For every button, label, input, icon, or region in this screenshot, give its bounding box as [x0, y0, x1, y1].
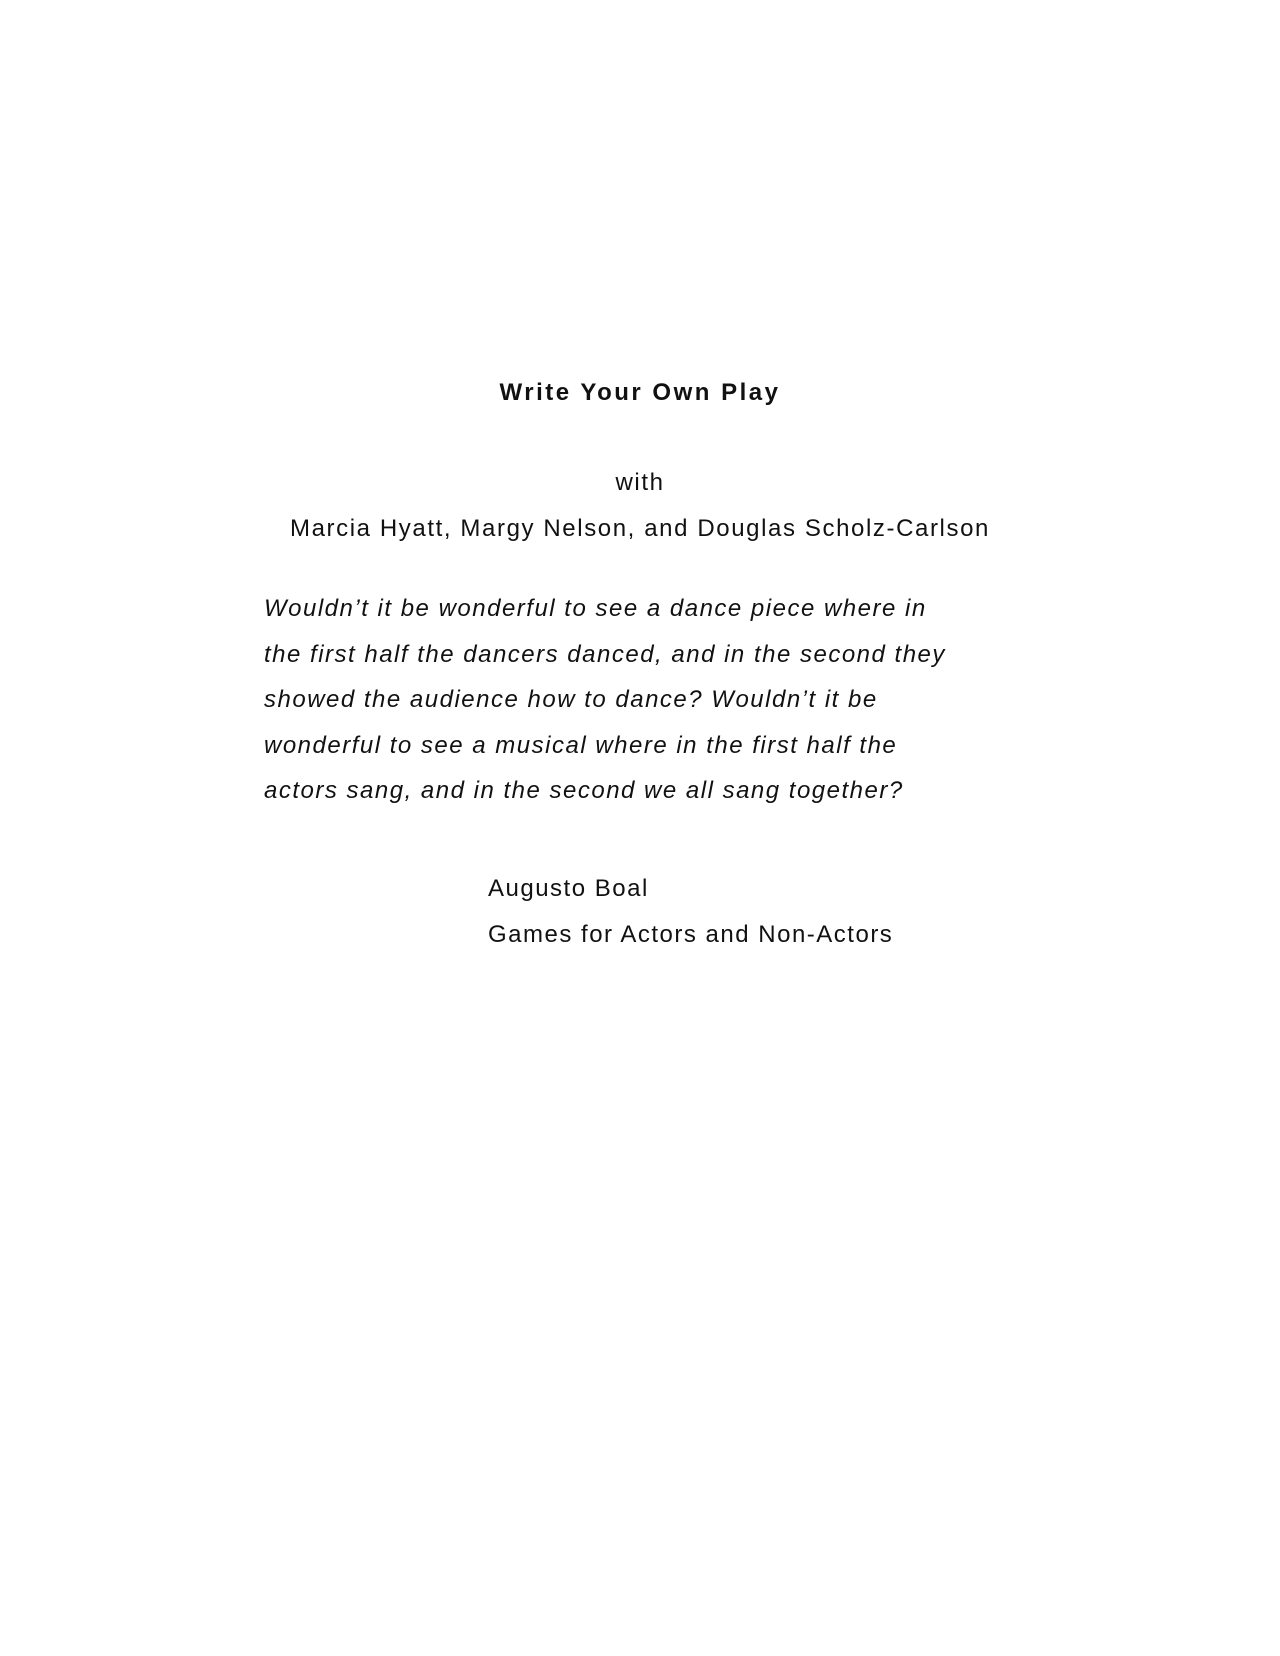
quote-line: actors sang, and in the second we all sang together? — [264, 777, 904, 804]
with-label: with — [615, 469, 665, 496]
attribution-source: Games for Actors and Non-Actors — [488, 920, 894, 948]
authors-line: Marcia Hyatt, Margy Nelson, and Douglas Scholz-Carlson — [290, 515, 990, 542]
attribution-author: Augusto Boal — [488, 875, 649, 902]
quote-line: Wouldn’t it be wonderful to see a dance piece where in — [264, 595, 927, 622]
quote-line: the first half the dancers danced, and in the second they — [264, 640, 946, 668]
quote-line: wonderful to see a musical where in the first half the — [264, 731, 898, 759]
quote-line: showed the audience how to dance? Wouldn’t it be — [264, 686, 878, 713]
document-title: Write Your Own Play — [499, 379, 781, 406]
epigraph-quote — [264, 586, 1024, 814]
quote-attribution — [488, 866, 893, 957]
